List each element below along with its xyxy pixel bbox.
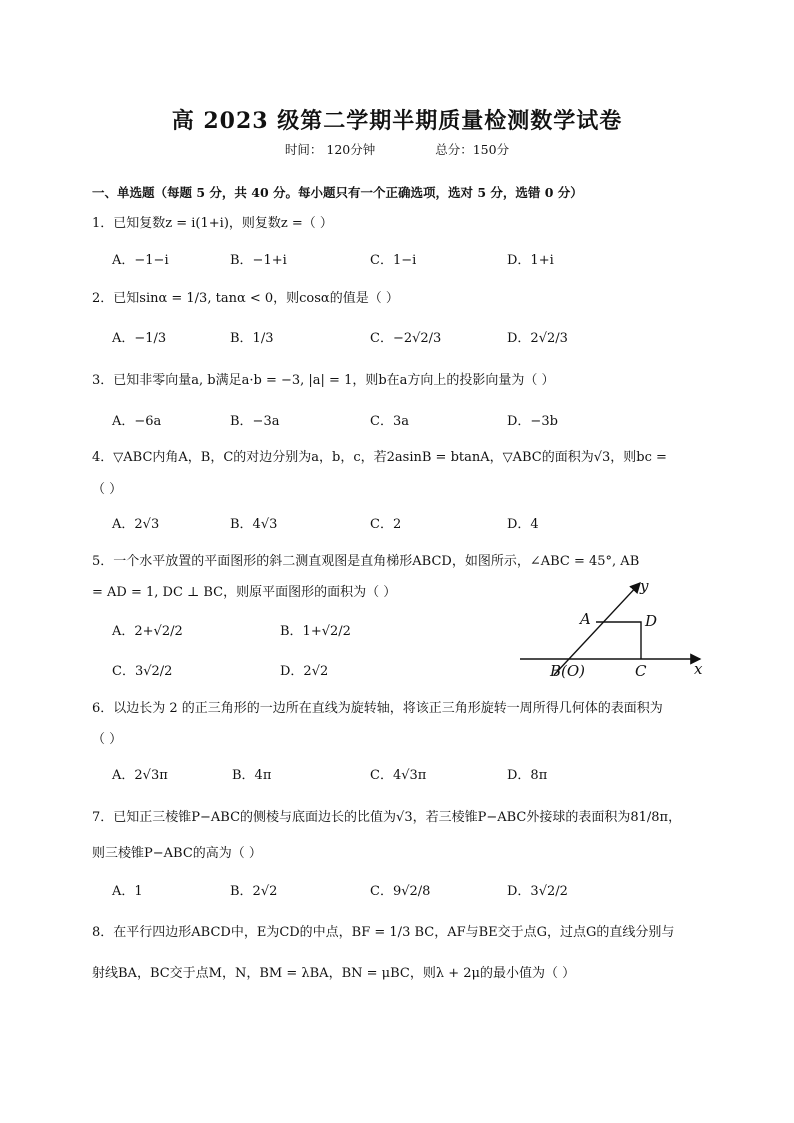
q3-option-d: D．−3b [507,414,558,429]
question-1-stem: 1．已知复数z = i(1+i)，则复数z =（ ） [92,216,333,231]
question-5-stem: 5．一个水平放置的平面图形的斜二测直观图是直角梯形ABCD，如图所示，∠ABC = 45°, AB [92,554,640,569]
question-7-stem: 7．已知正三棱锥P−ABC的侧棱与底面边长的比值为√3，若三棱锥P−ABC外接球的表面积为81/8π， [92,810,682,825]
q4-option-b: B．4√3 [230,517,278,532]
question-3-stem: 3．已知非零向量a, b满足a·b = −3, |a| = 1，则b在a方向上的投影向量为（ ） [92,373,555,388]
q5-option-a: A．2+√2/2 [112,624,183,639]
q3-option-c: C．3a [370,414,409,429]
q7-option-b: B．2√2 [230,884,278,899]
exam-info [0,140,794,158]
q2-option-d: D．2√2/3 [507,331,568,346]
section-heading: 一、单选题（每题 5 分，共 40 分。每小题只有一个正确选项，选对 5 分，选错 0 分） [92,185,583,200]
q6-option-b: B．4π [232,768,272,783]
q2-option-a: A．−1/3 [112,331,167,346]
question-7-cont: 则三棱锥P−ABC的高为（ ） [92,846,262,861]
label-d: D [645,612,658,630]
q5-option-d: D．2√2 [280,664,329,679]
question-4-stem: 4．▽ABC内角A，B，C的对边分别为a，b，c，若2asinB = btanA，▽ABC的面积为√3，则bc = [92,450,667,465]
q3-option-a: A．−6a [112,414,162,429]
q6-option-a: A．2√3π [112,768,168,783]
label-y: y [640,577,649,595]
q5-option-b: B．1+√2/2 [280,624,351,639]
label-b-o: B(O) [550,662,586,680]
q4-option-d: D．4 [507,517,539,532]
q6-option-d: D．8π [507,768,548,783]
q4-option-c: C．2 [370,517,402,532]
q1-option-c: C．1−i [370,253,417,268]
q2-option-b: B．1/3 [230,331,274,346]
question-6-stem: 6．以边长为 2 的正三角形的一边所在直线为旋转轴，将该正三角形旋转一周所得几何体的表面积为 [92,701,663,716]
q1-option-b: B．−1+i [230,253,287,268]
question-8-cont: 射线BA，BC交于点M，N，BM = λBA，BN = μBC，则λ + 2μ的最小值为（ ） [92,966,576,981]
question-4-cont: （ ） [92,482,123,497]
q1-option-a: A．−1−i [112,253,169,268]
q6-option-c: C．4√3π [370,768,427,783]
q1-option-d: D．1+i [507,253,554,268]
question-5-cont: = AD = 1, DC ⊥ BC，则原平面图形的面积为（ ） [92,585,397,600]
score-label: 总分：150分 [435,142,510,157]
label-x: x [694,660,703,678]
label-c: C [635,662,647,680]
q4-option-a: A．2√3 [112,517,160,532]
trapezoid-figure [518,575,718,685]
q5-option-c: C．3√2/2 [112,664,173,679]
question-6-cont: （ ） [92,732,123,747]
time-label: 时间： 120分钟 [284,142,376,157]
trapezoid-edges [596,622,641,659]
q7-option-a: A．1 [112,884,143,899]
label-a: A [580,610,591,628]
q3-option-b: B．−3a [230,414,280,429]
question-2-stem: 2．已知sinα = 1/3, tanα < 0，则cosα的值是（ ） [92,291,399,306]
q7-option-c: C．9√2/8 [370,884,431,899]
exam-title: 高 2023 级第二学期半期质量检测数学试卷 [171,108,623,134]
q7-option-d: D．3√2/2 [507,884,568,899]
q2-option-c: C．−2√2/3 [370,331,442,346]
question-8-stem: 8．在平行四边形ABCD中，E为CD的中点，BF = 1/3 BC，AF与BE交于点G，过点G的直线分别与 [92,925,675,940]
